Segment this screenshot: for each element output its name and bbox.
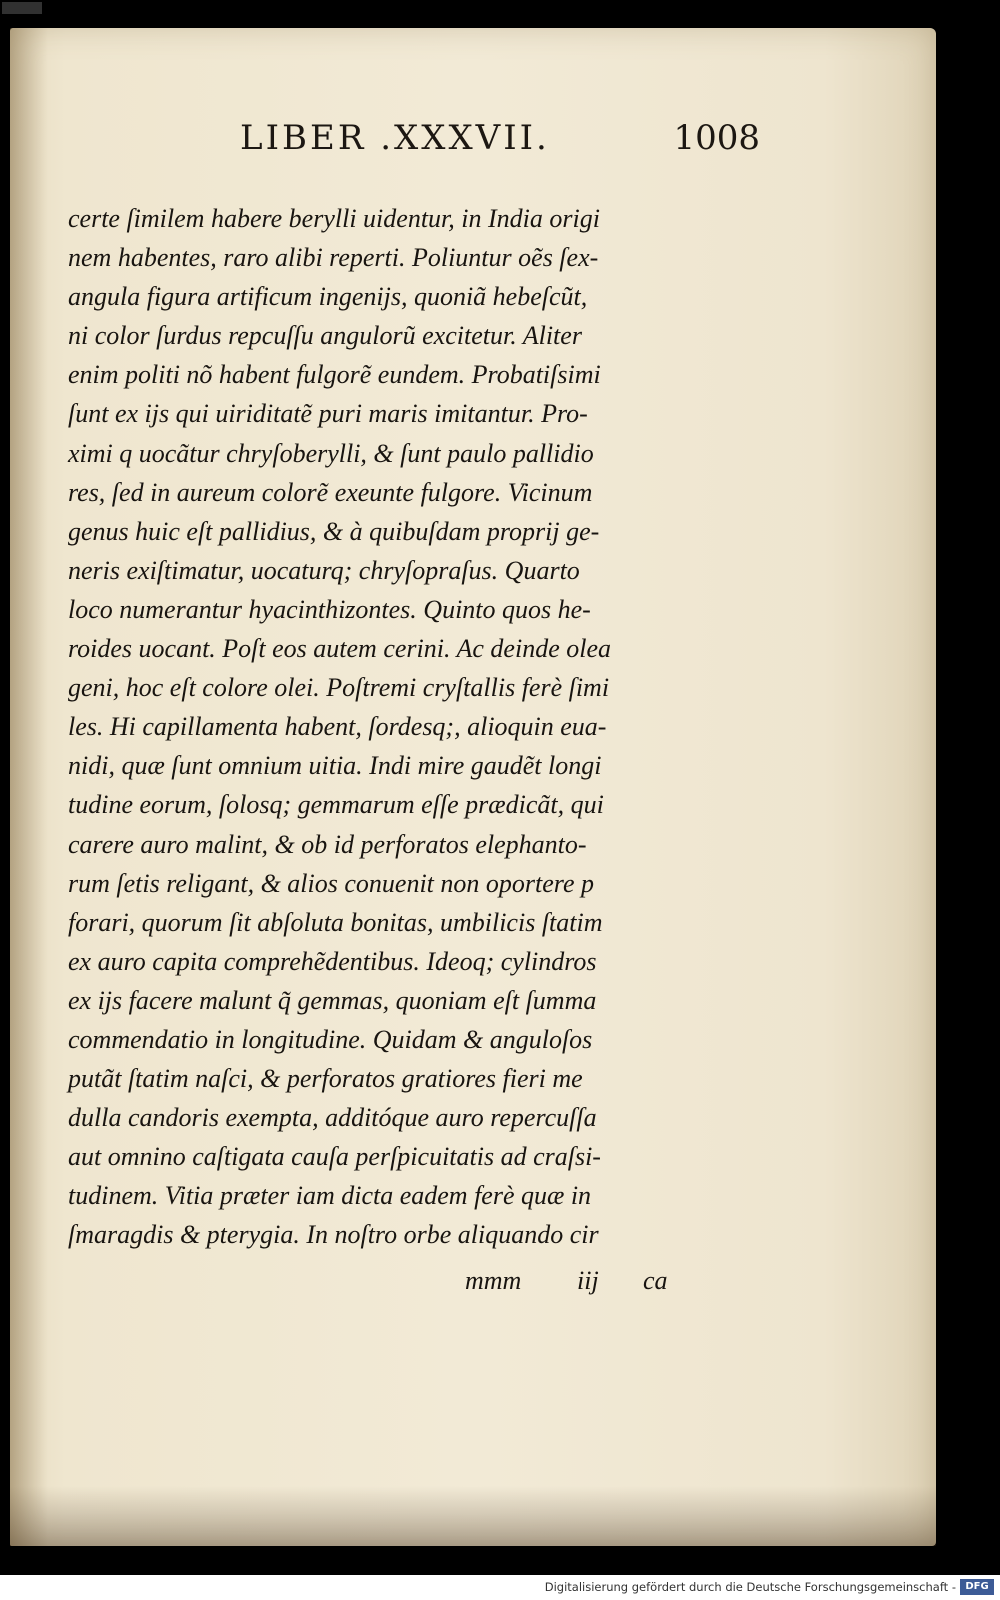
dfg-logo-icon: DFG bbox=[960, 1579, 994, 1595]
text-line: certe ſimilem habere berylli uidentur, in India origi bbox=[68, 204, 600, 233]
folio-number: 1008 bbox=[673, 118, 760, 158]
footer-bar bbox=[0, 1575, 1000, 1600]
text-line: carere auro malint, & ob id perforatos elephanto- bbox=[68, 829, 587, 859]
funding-note: Digitalisierung gefördert durch die Deutsche Forschungsgemeinschaft - bbox=[544, 1580, 956, 1594]
text-line: genus huic eſt pallidius, & à quibuſdam proprij ge- bbox=[68, 516, 600, 546]
text-line: geni, hoc eſt colore olei. Poſtremi cryſtallis ferè ſimi bbox=[68, 673, 610, 703]
book-page bbox=[10, 28, 936, 1546]
text-line: les. Hi capillamenta habent, ſordesq;, alioquin eua- bbox=[68, 712, 607, 742]
text-line: rum ſetis religant, & alios conuenit non oportere p bbox=[68, 868, 594, 898]
running-head bbox=[220, 118, 760, 168]
page-bottom-shadow bbox=[10, 1486, 936, 1546]
text-line: enim politi nõ habent fulgorẽ eundem. Probatiſsimi bbox=[68, 360, 601, 390]
text-line: forari, quorum ſit abſoluta bonitas, umbilicis ſtatim bbox=[68, 907, 603, 937]
text-line: ſmaragdis & pterygia. In noſtro orbe aliquando cir bbox=[68, 1220, 599, 1250]
text-line: roides uocant. Poſt eos autem cerini. Ac deinde olea bbox=[68, 634, 611, 664]
text-line: ex ijs facere malunt q̃ gemmas, quoniam eſt ſumma bbox=[68, 985, 597, 1015]
scan-corner-mark bbox=[2, 2, 42, 14]
body-text bbox=[68, 199, 708, 1255]
text-line: dulla candoris exempta, additóque auro repercuſſa bbox=[68, 1103, 597, 1133]
text-line: nem habentes, raro alibi reperti. Poliuntur oẽs ſex- bbox=[68, 243, 599, 273]
running-title: LIBER .XXXVII. bbox=[240, 118, 550, 158]
catchword: ca bbox=[643, 1266, 668, 1295]
text-line: neris exiſtimatur, uocaturq; chryſopraſus. Quarto bbox=[68, 555, 580, 585]
text-line: loco numerantur hyacinthizontes. Quinto quos he- bbox=[68, 594, 591, 624]
text-line: tudinem. Vitia præter iam dicta eadem ferè quæ in bbox=[68, 1181, 592, 1211]
text-line: ex auro capita comprehẽdentibus. Ideoq; cylindros bbox=[68, 946, 597, 976]
text-line: tudine eorum, ſolosq; gemmarum eſſe prædicãt, qui bbox=[68, 790, 604, 820]
text-line: nidi, quæ ſunt omnium uitia. Indi mire gaudẽt longi bbox=[68, 751, 602, 781]
text-line: aut omnino caſtigata cauſa perſpicuitatis ad craſsi- bbox=[68, 1142, 601, 1172]
text-line: commendatio in longitudine. Quidam & anguloſos bbox=[68, 1024, 593, 1054]
text-line: putãt ſtatim naſci, & perforatos gratiores fieri me bbox=[68, 1064, 583, 1094]
text-line: ſunt ex ijs qui uiriditatẽ puri maris imitantur. Pro- bbox=[68, 399, 588, 429]
text-line: ni color ſurdus repcuſſu angulorũ excitetur. Aliter bbox=[68, 321, 582, 351]
text-line: res, ſed in aureum colorẽ exeunte fulgore. Vicinum bbox=[68, 477, 593, 507]
signature-number: iij bbox=[577, 1266, 599, 1295]
text-line: ximi q uocãtur chryſoberylli, & ſunt paulo pallidio bbox=[68, 438, 594, 468]
signature-mark: mmm bbox=[465, 1266, 522, 1295]
text-line: angula figura artificum ingenijs, quoniã hebeſcũt, bbox=[68, 282, 588, 312]
page-gutter-shadow bbox=[10, 28, 48, 1546]
